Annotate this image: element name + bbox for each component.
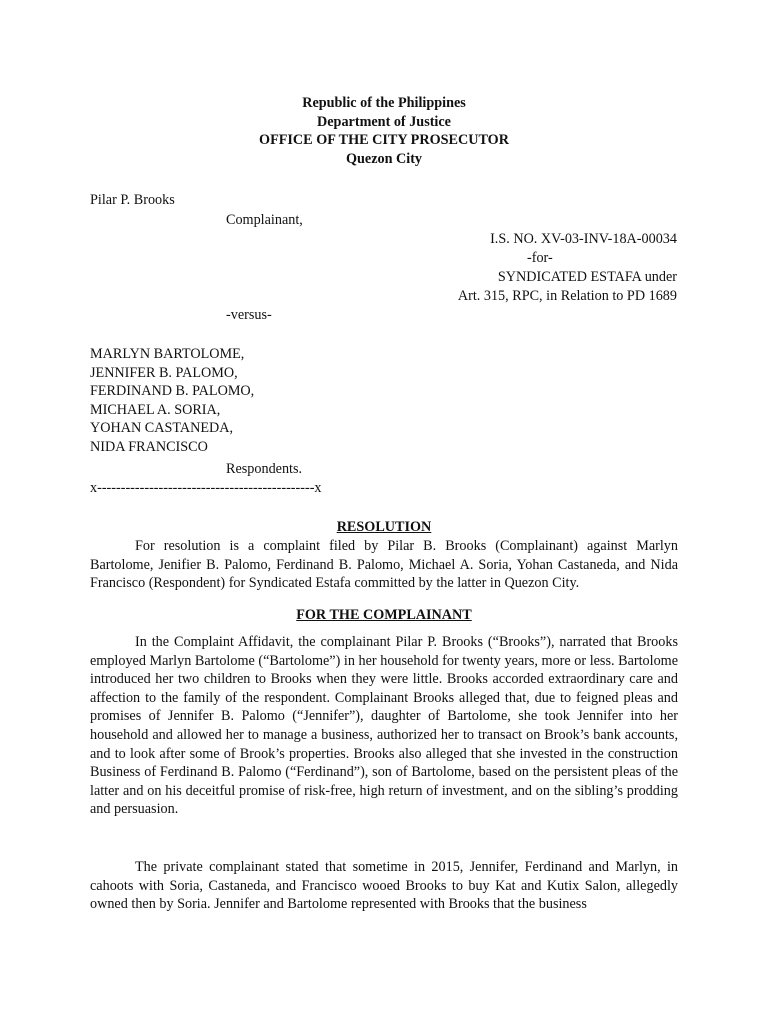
header-city: Quezon City bbox=[345, 150, 423, 167]
case-number: I.S. NO. XV-03-INV-18A-00034 bbox=[490, 231, 677, 247]
case-for: -for- bbox=[527, 250, 553, 266]
document-header bbox=[0, 94, 768, 168]
header-department: Department of Justice bbox=[317, 113, 451, 130]
versus-label: -versus- bbox=[226, 307, 272, 323]
header-office: OFFICE OF THE CITY PROSECUTOR bbox=[259, 132, 509, 149]
respondent-name: FERDINAND B. PALOMO, bbox=[90, 383, 255, 400]
resolution-paragraph: For resolution is a complaint filed by Pilar B. Brooks (Complainant) against Marlyn Bartolome, Jenifier B. Palomo, Ferdinand B. Palomo, Michael A. Soria, Yohan Castaneda, and Nida Francisco (Respondent) for Syndicated Estafa committed by the latter in Quezon City. bbox=[90, 538, 678, 592]
complainant-section-heading: FOR THE COMPLAINANT bbox=[296, 607, 472, 623]
respondents-label: Respondents. bbox=[226, 461, 303, 477]
complainant-paragraph-1: In the Complaint Affidavit, the complainant Pilar P. Brooks (“Brooks”), narrated that Brooks employed Marlyn Bartolome (“Bartolome”) in her household for twenty years, more or less. Bartolome introduced her two children to Brooks when they were little. Brooks accorded extraordinary care and affection to the family of the respondent. Complainant Brooks alleged that, due to feigned pleas and promises of Jennifer B. Palomo (“Jennifer”), daughter of Bartolome, she took Jennifer into her household and allowed her to manage a business, authorized her to transact on Brook’s bank accounts, and to look after some of Brook’s properties. Brooks also alleged that she invested in the construction Business of Ferdinand B. Palomo (“Ferdinand”), son of Bartolome, based on the persistent pleas of the latter and on his deceitful promise of risk-free, high return of investment, and on the sibling’s prodding and persuasion. bbox=[90, 634, 678, 818]
complainant-paragraph-2: The private complainant stated that sometime in 2015, Jennifer, Ferdinand and Marlyn, in cahoots with Soria, Castaneda, and Francisco wooed Brooks to buy Kat and Kutix Salon, allegedly owned then by Soria. Jennifer and Bartolome represented with Brooks that the business bbox=[90, 859, 678, 913]
respondent-name: MICHAEL A. SORIA, bbox=[90, 401, 221, 418]
respondent-name: MARLYN BARTOLOME, bbox=[90, 346, 245, 362]
resolution-heading: RESOLUTION bbox=[336, 519, 432, 535]
caption-divider: x----------------------------------------------x bbox=[90, 480, 322, 496]
complainant-label: Complainant, bbox=[226, 212, 303, 228]
header-republic: Republic of the Philippines bbox=[302, 95, 466, 111]
respondent-name: NIDA FRANCISCO bbox=[90, 438, 208, 455]
complainant-name: Pilar P. Brooks bbox=[90, 192, 175, 208]
respondent-name: JENNIFER B. PALOMO, bbox=[90, 364, 238, 381]
respondents-list bbox=[90, 345, 254, 457]
offense-line-2: Art. 315, RPC, in Relation to PD 1689 bbox=[457, 288, 677, 304]
respondent-name: YOHAN CASTANEDA, bbox=[90, 420, 234, 437]
offense-line-1: SYNDICATED ESTAFA under bbox=[497, 269, 677, 285]
